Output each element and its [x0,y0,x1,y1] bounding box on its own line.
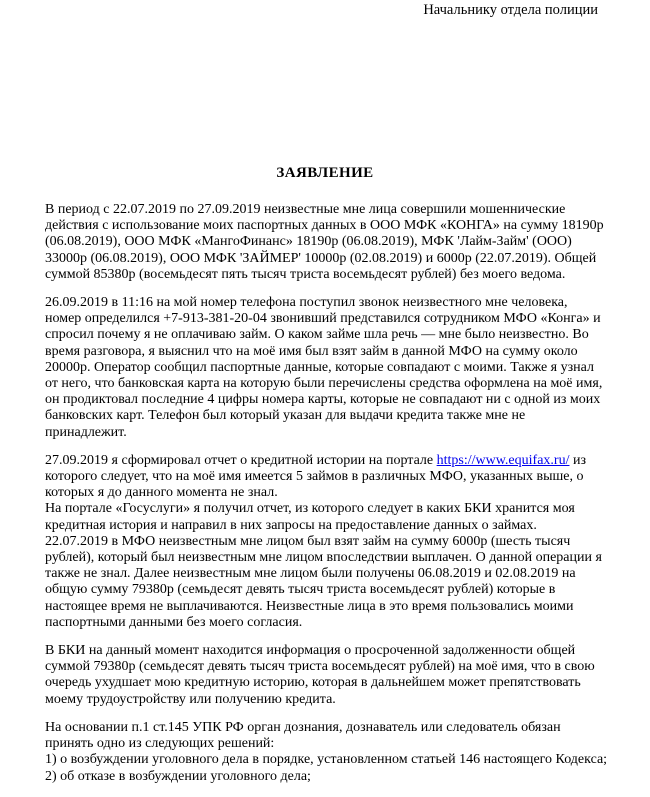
legal-grounds [45,720,625,785]
text-line: очередь ухудшает мою кредитную историю, которая в дальнейшем может препятствовать [45,675,581,691]
text-line: паспортными данными без моего согласия. [45,614,303,630]
document-title: ЗАЯВЛЕНИЕ [276,165,374,181]
bki-debt-status [45,643,625,708]
text-line: В БКИ на данный момент находится информация о просроченной задолженности общей [45,643,576,659]
fraud-period-summary [45,202,625,283]
text-line: которых я до данного момента не знал. [45,485,278,501]
text-line: На основании п.1 ст.145 УПК РФ орган дознания, дознаватель или следователь обязан [45,719,561,735]
text-line: суммой 85380р (восемьдесят пять тысяч триста восемьдесят рублей) без моего ведома. [45,266,566,282]
text-line: 33000р (06.08.2019), ООО МФК 'ЗАЙМЕР' 10000р (02.08.2019) и 6000р (22.07.2019). Общей [45,250,597,266]
text-line [45,453,625,469]
text-line: от него, что банковская карта на которую были перечислены средства оформлена на моё имя, [45,376,603,392]
equifax-link[interactable]: https://www.equifax.ru/ [436,452,570,468]
text-line: 20000р. Оператор сообщил паспортные данные, которые совпадают с моими. Также я узнал [45,359,594,375]
text-segment: 27.09.2019 я сформировал отчет о кредитной истории на портале [45,452,437,468]
text-line: рублей), который был неизвестным мне лицом впоследствии выплачен. О данной операции я [45,550,602,566]
text-line: банковских карт. Телефон был который указан для выдачи кредита также мне не [45,408,526,424]
text-line: время разговора, я выяснил что на моё имя был взят займ в данной МФО на сумму около [45,343,578,359]
text-line: На портале «Госуслуги» я получил отчет, из которого следует в каких БКИ хранится моя [45,501,575,517]
text-line: принадлежит. [45,424,127,440]
text-line: 2) об отказе в возбуждении уголовного дела; [45,768,311,784]
text-line: 1) о возбуждении уголовного дела в порядке, установленном статьей 146 настоящего Кодекса; [45,752,608,768]
text-line: 26.09.2019 в 11:16 на мой номер телефона поступил звонок неизвестного мне человека, [45,295,568,311]
text-line: он продиктовал последние 4 цифры номера карты, которые не совпадают ни с одной из моих [45,392,601,408]
text-line: кредитная история и направил в них запросы на предоставление данных о займах. [45,517,537,533]
text-line: суммой 79380р (семьдесят девять тысяч триста восемьдесят рублей) на моё имя, что в свою [45,659,595,675]
text-line: В период с 22.07.2019 по 27.09.2019 неизвестные мне лица совершили мошеннические [45,202,566,217]
text-line: моему трудоустройству или получению кредита. [45,691,336,707]
text-line: 22.07.2019 в МФО неизвестным мне лицом был взят займ на сумму 6000р (шесть тысяч [45,533,571,549]
document-body [45,202,625,797]
text-line: спросил почему я не оплачиваю займ. О каком займе шла речь — мне было неизвестно. Во [45,327,589,343]
credit-report-findings [45,453,625,631]
phone-call-details [45,295,625,441]
text-line: также не знал. Далее неизвестным мне лицом были получены 06.08.2019 и 02.08.2019 на [45,566,576,582]
text-line: номер определился +7-913-381-20-04 звонивший представился сотрудником МФО «Конга» и [45,311,601,327]
recipient-line: Начальнику отдела полиции [423,2,598,18]
text-line: которого следует, что на моё имя имеется 5 займов в различных МФО, указанных выше, о [45,469,584,485]
text-line: общую сумму 79380р (семьдесят девять тысяч триста восемьдесят рублей) которые в [45,582,556,598]
text-line: настоящее время не выплачиваются. Неизвестные лица в это время пользовались моими [45,598,574,614]
text-line: принять одно из следующих решений: [45,736,275,752]
text-line: (06.08.2019), ООО МФК «МангоФинанс» 18190р (06.08.2019), МФК 'Лайм-Займ' (ООО) [45,234,572,250]
text-segment: из [569,452,586,468]
text-line: действия с использование моих паспортных данных в ООО МФК «КОНГА» на сумму 18190р [45,218,604,234]
